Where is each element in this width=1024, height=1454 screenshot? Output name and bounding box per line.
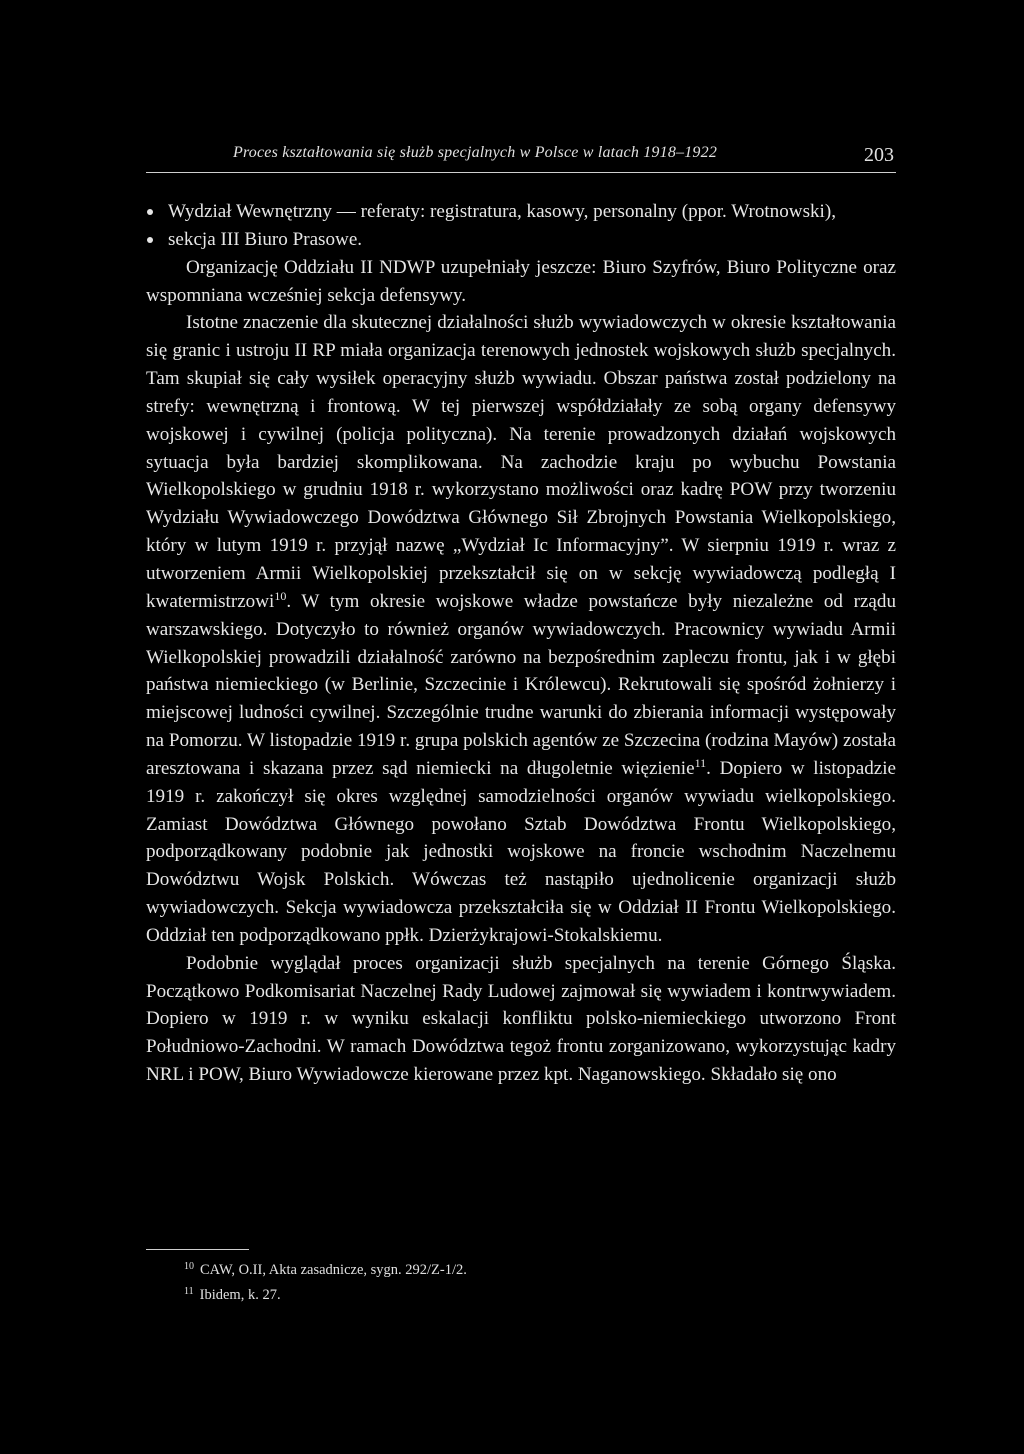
- bullet-list: [146, 198, 896, 254]
- paragraph: [146, 254, 896, 310]
- bullet-item: [146, 226, 896, 254]
- bullet-item-text: Wydział Wewnętrzny — referaty: registratura, kasowy, personalny (ppor. Wrotnowski),: [168, 201, 836, 222]
- paragraph-text: . W tym okresie wojskowe władze powstańcze były niezależne od rządu warszawskiego. Dotyczyło to również organów wywiadowczych. Pracownicy wywiadu Armii Wielkopolskiej prowadzili działalność zarówno na bezpośrednim zapleczu frontu, jak i w głębi państwa niemieckiego (w Berlinie, Szczecinie i Królewcu). Rekrutowali się spośród żołnierzy i miejscowej ludności cywilnej. Szczególnie trudne warunki do zbierania informacji występowały na Pomorzu. W listopadzie 1919 r. grupa polskich agentów ze Szczecina (rodzina Mayów) została aresztowana i skazana przez sąd niemiecki na długoletnie więzienie: [146, 590, 896, 779]
- footnote-reference[interactable]: 11: [694, 755, 707, 770]
- paragraph-text: Podobnie wyglądał proces organizacji służb specjalnych na terenie Górnego Śląska. Początkowo Podkomisariat Naczelnej Rady Ludowej zajmował się wywiadem i kontrwywiadem. Dopiero w 1919 r. w wyniku eskalacji konfliktu polsko-niemieckiego utworzono Front Południowo-Zachodni. W ramach Dowództwa tegoż frontu zorganizowano, wykorzystując kadry NRL i POW, Biuro Wywiadowcze kierowane przez kpt. Naganowskiego. Składało się ono: [146, 952, 896, 1086]
- footnote: [184, 1256, 884, 1281]
- page-number: 203: [864, 144, 894, 166]
- paragraph-text: Istotne znaczenie dla skutecznej działalności służb wywiadowczych w okresie kształtowania się granic i ustroju II RP miała organizacja terenowych jednostek wojskowych służb specjalnych. Tam skupiał się cały wysiłek operacyjny służb wywiadu. Obszar państwa został podzielony na strefy: wewnętrzną i frontową. W tej pierwszej współdziałały ze sobą organy defensywy wojskowej i cywilnej (policja polityczna). Na terenie prowadzonych działań wojskowych sytuacja była bardziej skomplikowana. Na zachodzie kraju po wybuchu Powstania Wielkopolskiego w grudniu 1918 r. wykorzystano możliwości oraz kadrę POW przy tworzeniu Wydziału Wywiadowczego Dowództwa Głównego Sił Zbrojnych Powstania Wielkopolskiego, który w lutym 1919 r. przyjął nazwę „Wydział Ic Informacyjny”. W sierpniu 1919 r. wraz z utworzeniem Armii Wielkopolskiej przekształcił się on w sekcję wywiadowczą podległą I kwatermistrzowi: [146, 312, 896, 612]
- footnote-text: Ibidem, k. 27.: [199, 1287, 281, 1303]
- footnote: [184, 1281, 884, 1306]
- page-header: [146, 142, 896, 173]
- body-text: [146, 198, 896, 1089]
- footnote-reference[interactable]: 10: [274, 588, 287, 603]
- bullet-item-text: sekcja III Biuro Prasowe.: [168, 228, 363, 250]
- running-title: Proces kształtowania się służb specjalnych w Polsce w latach 1918–1922: [233, 144, 718, 161]
- paragraph: [146, 950, 896, 1089]
- paragraph-text: . Dopiero w listopadzie 1919 r. zakończył się okres względnej samodzielności organów wywiadu wielkopolskiego. Zamiast Dowództwa Głównego powołano Sztab Dowództwa Frontu Wielkopolskiego, podporządkowany podobnie jak jednostki wojskowe na froncie wschodnim Naczelnemu Dowództwu Wojsk Polskich. Wówczas też nastąpiło ujednolicenie organizacji służb wywiadowczych. Sekcja wywiadowcza przekształciła się w Oddział II Frontu Wielkopolskiego. Oddział ten podporządkowano ppłk. Dzierżykrajowi-Stokalskiemu.: [146, 757, 896, 946]
- paragraph-text: Organizację Oddziału II NDWP uzupełniały jeszcze: Biuro Szyfrów, Biuro Polityczne oraz wspomniana wcześniej sekcja defensywy.: [146, 256, 896, 306]
- footnote-text: CAW, O.II, Akta zasadnicze, sygn. 292/Z-1/2.: [200, 1262, 467, 1278]
- footnotes: [184, 1256, 884, 1306]
- paragraph: [146, 309, 896, 949]
- footnote-divider: [146, 1249, 249, 1250]
- bullet-item: [146, 198, 896, 226]
- footnote-number: 10: [184, 1261, 194, 1272]
- footnote-number: 11: [184, 1286, 194, 1297]
